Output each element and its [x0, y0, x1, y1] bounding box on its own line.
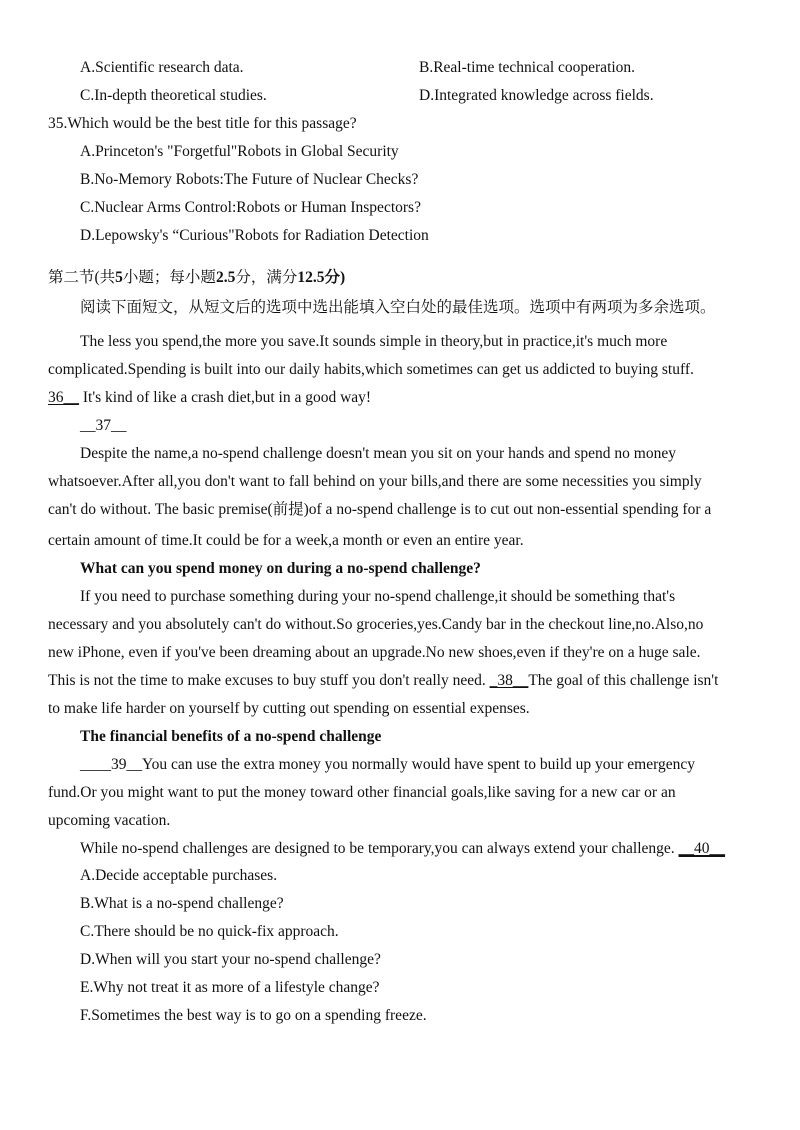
q34-option-d: D.Integrated knowledge across fields. [419, 87, 654, 104]
passage-line: fund.Or you might want to put the money toward other financial goals,like saving for a new car or an [48, 784, 676, 801]
blank-40: __40__ [678, 840, 726, 857]
choice-d: D.When will you start your no-spend challenge? [80, 951, 381, 968]
section-instruction: 阅读下面短文，从短文后的选项中选出能填入空白处的最佳选项。选项中有两项为多余选项。 [80, 299, 716, 316]
blank-37: __37__ [80, 417, 127, 434]
choice-f: F.Sometimes the best way is to go on a spending freeze. [80, 1007, 427, 1024]
passage-subheading: The financial benefits of a no-spend challenge [80, 728, 382, 745]
passage-line [80, 416, 127, 436]
passage-line: to make life harder on yourself by cutting out spending on essential expenses. [48, 700, 530, 717]
choice-a: A.Decide acceptable purchases. [80, 867, 278, 884]
q34-option-a: A.Scientific research data. [80, 59, 244, 76]
passage-line: While no-spend challenges are designed to be temporary,you can always extend your challenge. __40__ [80, 840, 726, 857]
blank-39: ____39__ [80, 756, 142, 773]
q35-question: 35.Which would be the best title for this passage? [48, 115, 357, 132]
passage-line: upcoming vacation. [48, 812, 171, 829]
passage-line: whatsoever.After all,you don't want to fall behind on your bills,and there are some necessities you simply [48, 473, 702, 490]
q34-option-c: C.In-depth theoretical studies. [80, 87, 267, 104]
passage-line: new iPhone, even if you've been dreaming about an upgrade.No new shoes,even if they're on a huge sale. [48, 644, 701, 661]
passage-line: This is not the time to make excuses to buy stuff you don't really need. _38__The goal of this challenge isn't [48, 672, 719, 689]
blank-38: _38__ [489, 672, 529, 689]
q35-option-d: D.Lepowsky's “Curious"Robots for Radiation Detection [80, 227, 429, 244]
q35-option-c: C.Nuclear Arms Control:Robots or Human Inspectors? [80, 199, 421, 216]
passage-line: can't do without. The basic premise(前提)of a no-spend challenge is to cut out non-essential spending for a [48, 501, 712, 518]
passage-line: If you need to purchase something during your no-spend challenge,it should be something that's [80, 588, 676, 605]
passage-line: Despite the name,a no-spend challenge doesn't mean you sit on your hands and spend no money [80, 445, 676, 462]
choice-c: C.There should be no quick-fix approach. [80, 923, 339, 940]
q35-option-b: B.No-Memory Robots:The Future of Nuclear Checks? [80, 171, 419, 188]
section-heading: 第二节(共5小题；每小题2.5分，满分12.5分) [48, 269, 346, 286]
blank-36: 36__ [48, 389, 79, 406]
q34-option-b: B.Real-time technical cooperation. [419, 59, 636, 76]
passage-line: complicated.Spending is built into our daily habits,which sometimes can get us addicted to buying stuff. [48, 361, 694, 378]
choice-b: B.What is a no-spend challenge? [80, 895, 284, 912]
q35-option-a: A.Princeton's "Forgetful"Robots in Global Security [80, 143, 399, 160]
passage-line: The less you spend,the more you save.It sounds simple in theory,but in practice,it's much more [80, 333, 668, 350]
passage-line: certain amount of time.It could be for a week,a month or even an entire year. [48, 532, 524, 549]
passage-subheading: What can you spend money on during a no-spend challenge? [80, 560, 481, 577]
passage-line: 36__ It's kind of like a crash diet,but in a good way! [48, 389, 372, 406]
passage-line: necessary and you absolutely can't do without.So groceries,yes.Candy bar in the checkout line,no.Also,no [48, 616, 704, 633]
passage-line: ____39__You can use the extra money you normally would have spent to build up your emergency [80, 756, 696, 773]
choice-e: E.Why not treat it as more of a lifestyle change? [80, 979, 380, 996]
